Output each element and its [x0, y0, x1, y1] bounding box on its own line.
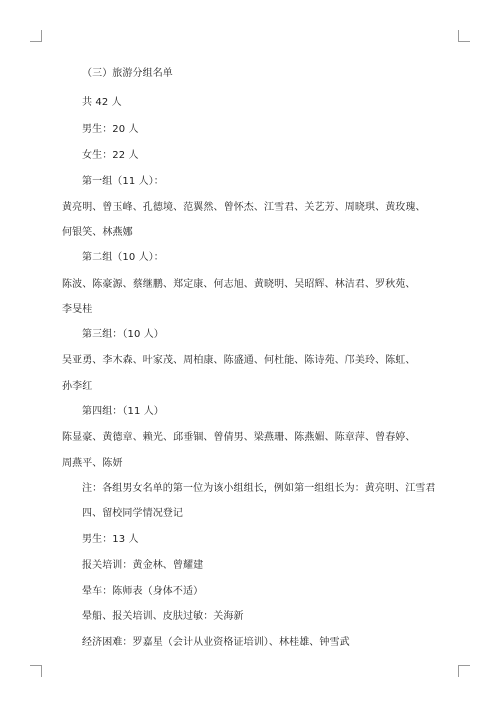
- staying-item: 晕船、报关培训、皮肤过敏：关海新: [82, 611, 244, 622]
- staying-item: 经济困难：罗嘉星（会计从业资格证培训）、林桂雄、钟雪武: [82, 637, 350, 648]
- group1-title: 第一组（11 人）：: [82, 176, 164, 187]
- staying-item: 晕车：陈师表（身体不适）: [82, 586, 204, 597]
- female-count: 女生：22 人: [82, 150, 139, 161]
- staying-item: 报关培训：黄金林、曾耀建: [82, 560, 204, 571]
- group4-title: 第四组：（11 人）: [82, 406, 164, 417]
- group3-title: 第三组：（10 人）: [82, 329, 164, 340]
- crop-mark-top-right: [458, 30, 470, 42]
- group2-title: 第二组（10 人）：: [82, 252, 164, 263]
- male-count: 男生：20 人: [82, 124, 139, 135]
- group2-members-line1: 陈波、陈豪源、蔡继鹏、郑定康、何志旭、黄晓明、吴昭辉、林洁君、罗秋苑、: [62, 279, 416, 290]
- group3-members-line1: 吴亚勇、李木森、叶家茂、周柏康、陈盛通、何杜能、陈诗苑、邝美玲、陈虹、: [62, 355, 416, 366]
- section3-heading: （三）旅游分组名单: [82, 68, 173, 79]
- section4-heading: 四、留校同学情况登记: [82, 508, 183, 519]
- group3-members-line2: 孙李红: [62, 381, 93, 392]
- group4-members-line2: 周燕平、陈妍: [62, 458, 123, 469]
- total-count: 共 42 人: [82, 97, 122, 108]
- crop-mark-bottom-right: [458, 665, 470, 677]
- staying-male-count: 男生：13 人: [82, 534, 139, 545]
- crop-mark-bottom-left: [30, 665, 42, 677]
- group4-members-line1: 陈显豪、黄德章、赖光、邱垂锢、曾倩男、梁燕珊、陈燕媚、陈章萍、曾春婷、: [62, 432, 416, 443]
- group2-members-line2: 李旻桂: [62, 304, 93, 315]
- group1-members-line2: 何银笑、林燕娜: [62, 227, 133, 238]
- crop-mark-top-left: [30, 30, 42, 42]
- group-leader-note: 注：各组男女名单的第一位为该小组组长，例如第一组组长为：黄亮明、江雪君: [82, 483, 436, 494]
- group1-members-line1: 黄亮明、曾玉峰、孔德境、范翼然、曾怀杰、江雪君、关艺芳、周晓琪、黄玫瑰、: [62, 202, 426, 213]
